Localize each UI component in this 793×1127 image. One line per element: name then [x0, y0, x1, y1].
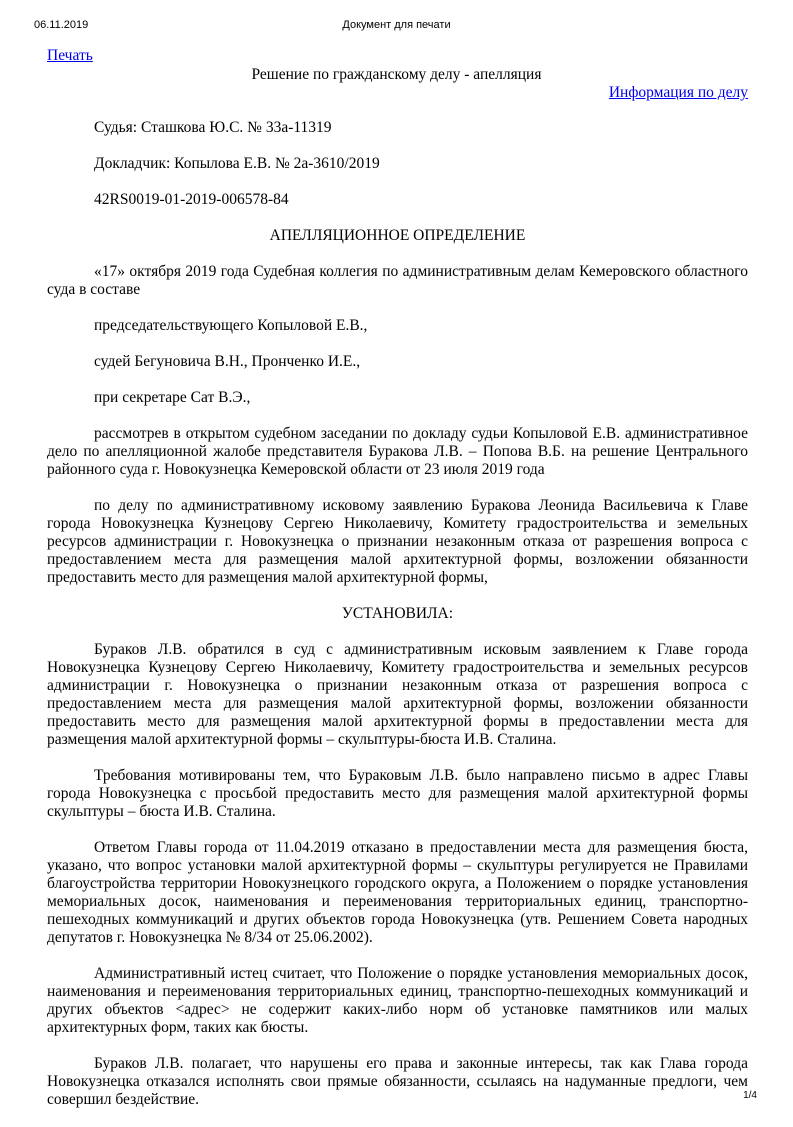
print-header-title: Документ для печати — [342, 19, 451, 31]
intro-paragraph: «17» октября 2019 года Судебная коллегия по административным делам Кемеровского областного суда в составе — [47, 263, 748, 298]
considered-paragraph: рассмотрев в открытом судебном заседании по докладу судьи Копыловой Е.В. административное дело по апелляционной жалобе представителя Буракова Л.В. – Попова В.Б. на решение Центрального районного суда г. Новокузнецка Кемеровской области от 23 июля 2019 года — [47, 425, 748, 478]
print-link[interactable]: Печать — [47, 47, 93, 64]
document-title: Решение по гражданскому делу - апелляция — [251, 66, 542, 83]
secretary-line: при секретаре Сат В.Э., — [94, 389, 251, 406]
body-paragraph: Требования мотивированы тем, что Бураковым Л.В. было направлено письмо в адрес Главы города Новокузнецка с просьбой предоставить место для размещения малой архитектурной формы скульптуры – бюста И.В. Сталина. — [47, 767, 748, 820]
heading-established: УСТАНОВИЛА: — [341, 605, 454, 622]
body-paragraph: Бураков Л.В. полагает, что нарушены его права и законные интересы, так как Глава города Новокузнецка отказался исполнять свои прямые обязанности, ссылаясь на надуманные предлоги, чем совершил бездействие. — [47, 1055, 748, 1108]
print-date: 06.11.2019 — [34, 19, 89, 31]
document-body — [47, 119, 748, 1127]
judges-line: судей Бегуновича В.Н., Пронченко И.Е., — [94, 353, 361, 370]
body-paragraph: Административный истец считает, что Положение о порядке установления мемориальных досок, наименования и переименования территориальных единиц, транспортно-пешеходных коммуникаций и других объектов <адрес> не содержит каких-либо норм об установке памятников или малых архитектурных форм, таких как бюсты. — [47, 965, 748, 1036]
body-paragraph: Бураков Л.В. обратился в суд с административным исковым заявлением к Главе города Новокузнецка Кузнецову Сергею Николаевичу, Комитету градостроительства и земельных ресурсов администрации г. Новокузнецка о признании незаконным отказа от разрешения вопроса с предоставлением места для размещения малой архитектурной формы, возложении обязанности предоставить место для размещения малой архитектурной формы в предоставлении места для размещения малой архитектурной формы – скульптуры-бюста И.В. Сталина. — [47, 641, 748, 748]
presiding-line: председательствующего Копыловой Е.В., — [94, 317, 368, 334]
page-number: 1/4 — [743, 1090, 757, 1101]
case-info-link[interactable]: Информация по делу — [608, 84, 748, 101]
judge-line: Судья: Сташкова Ю.С. № 33а-11319 — [94, 119, 332, 136]
rapporteur-line: Докладчик: Копылова Е.В. № 2а-3610/2019 — [94, 155, 380, 172]
body-paragraph: Ответом Главы города от 11.04.2019 отказано в предоставлении места для размещения бюста, указано, что вопрос установки малой архитектурной формы – скульптуры регулируется не Правилами благоустройства территории Новокузнецкого городского округа, а Положением о порядке установления мемориальных досок, наименования и переименования территориальных единиц, транспортно-пешеходных коммуникаций и других объектов города Новокузнецка (утв. Решением Совета народных депутатов г. Новокузнецка № 8/34 от 25.06.2002). — [47, 839, 748, 946]
claim-paragraph: по делу по административному исковому заявлению Буракова Леонида Васильевича к Главе города Новокузнецка Кузнецову Сергею Николаевичу, Комитету градостроительства и земельных ресурсов администрации г. Новокузнецка о признании незаконным отказа от разрешения вопроса с предоставлением места для размещения малой архитектурной формы, возложении обязанности предоставить место для размещения малой архитектурной формы, — [47, 497, 748, 586]
heading-appeal-ruling: АПЕЛЛЯЦИОННОЕ ОПРЕДЕЛЕНИЕ — [269, 227, 526, 244]
case-id: 42RS0019-01-2019-006578-84 — [94, 191, 289, 208]
